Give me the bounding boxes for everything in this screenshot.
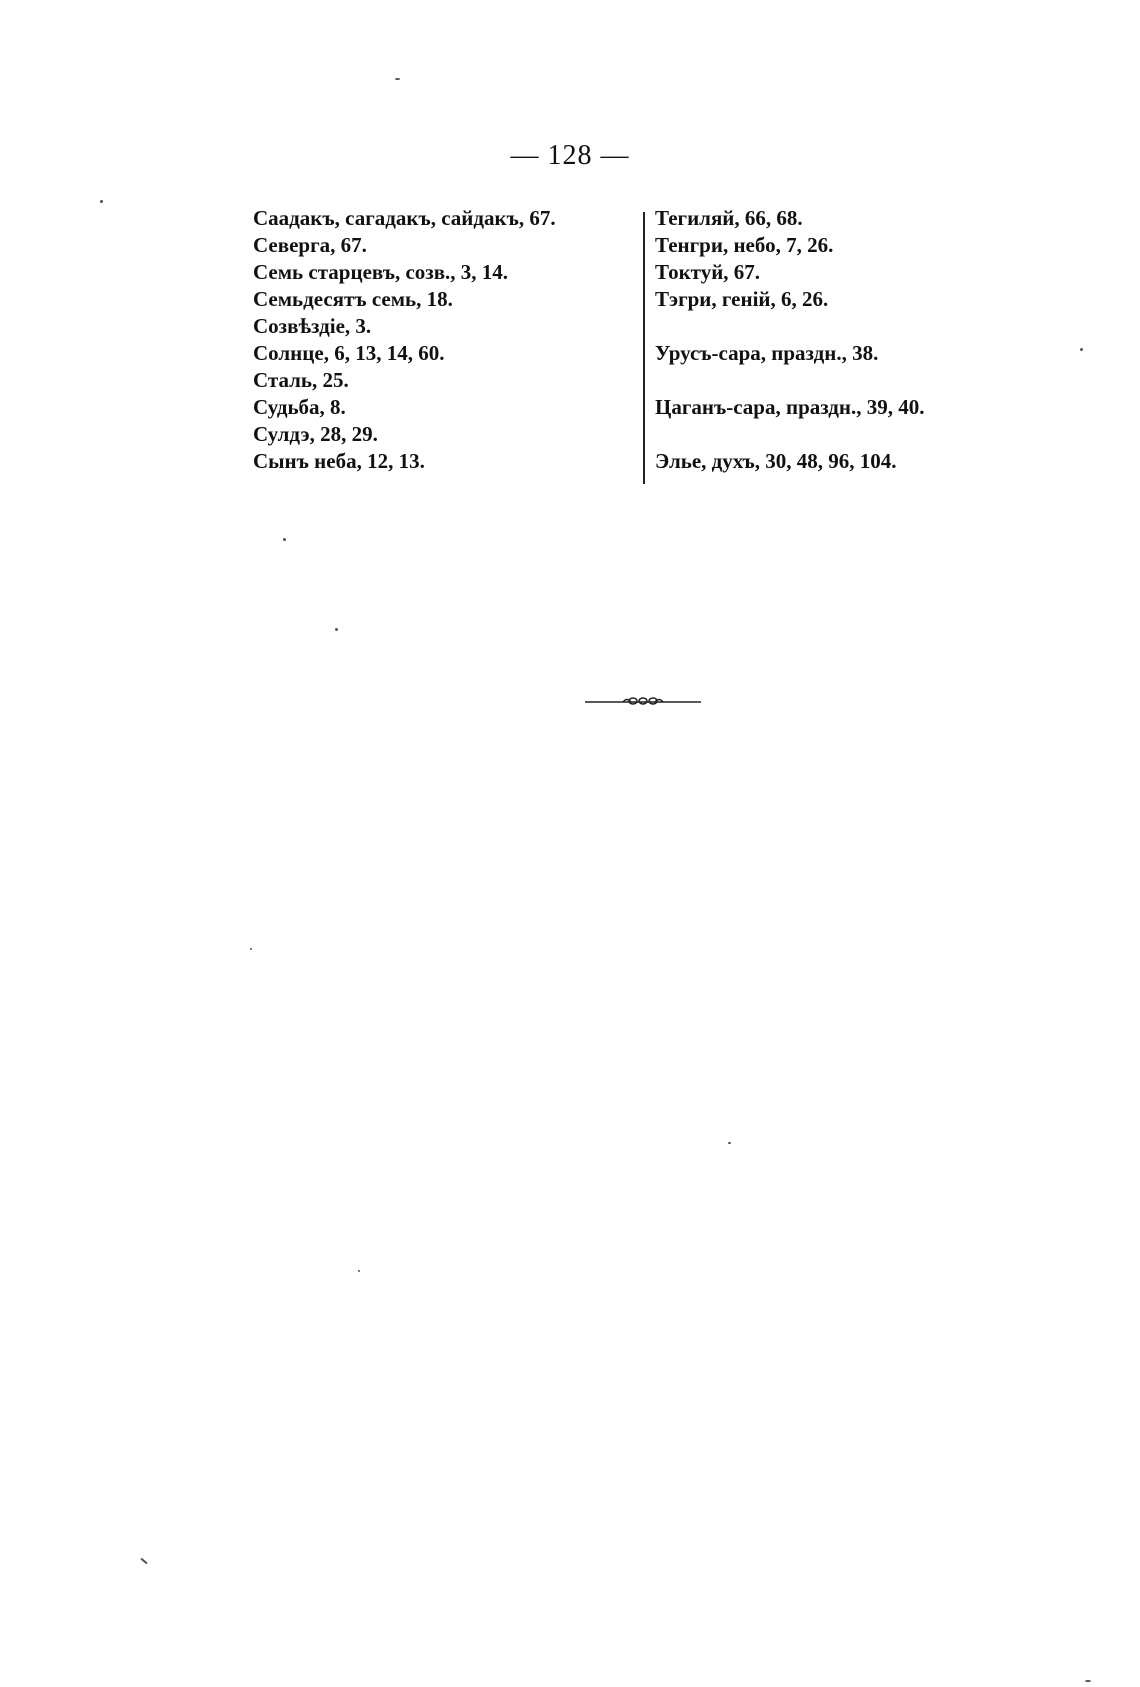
index-entry: Судьба, 8.	[253, 395, 346, 419]
index-entry: Тегиляй, 66, 68.	[655, 206, 803, 230]
print-speck	[1080, 348, 1083, 351]
print-speck	[250, 948, 252, 950]
print-speck	[140, 1558, 147, 1565]
index-column-left	[253, 205, 556, 475]
index-entry: Токтуй, 67.	[655, 260, 761, 284]
index-entry: Сулдэ, 28, 29.	[253, 422, 378, 446]
index-entry: Сынъ неба, 12, 13.	[253, 449, 425, 473]
index-entry: Тэгри, геній, 6, 26.	[655, 287, 829, 311]
index-entry: Саадакъ, сагадакъ, сайдакъ, 67.	[253, 206, 556, 230]
end-ornament	[583, 696, 703, 708]
index-entry: Сталь, 25.	[253, 368, 349, 392]
print-speck	[728, 1142, 731, 1144]
index-entry: Семь старцевъ, созв., 3, 14.	[253, 260, 509, 284]
section-gap	[655, 367, 925, 394]
index-entry: Созвѣздіе, 3.	[253, 314, 372, 338]
print-speck	[283, 538, 286, 541]
index-entry: Семьдесятъ семь, 18.	[253, 287, 453, 311]
print-speck	[395, 78, 400, 80]
print-speck	[335, 628, 338, 631]
index-entry: Цаганъ-сара, праздн., 39, 40.	[655, 395, 925, 419]
index-entry: Северга, 67.	[253, 233, 367, 257]
section-gap	[655, 421, 925, 448]
index-entry: Урусъ-сара, праздн., 38.	[655, 341, 879, 365]
page-number: — 128 —	[510, 140, 630, 171]
index-entry: Элье, духъ, 30, 48, 96, 104.	[655, 449, 897, 473]
print-speck	[100, 200, 103, 203]
index-entry: Тенгри, небо, 7, 26.	[655, 233, 834, 257]
print-speck	[1085, 1680, 1091, 1682]
print-speck	[358, 1270, 360, 1272]
column-divider	[643, 212, 645, 484]
index-entry: Солнце, 6, 13, 14, 60.	[253, 341, 445, 365]
index-column-right	[655, 205, 925, 475]
section-gap	[655, 313, 925, 340]
